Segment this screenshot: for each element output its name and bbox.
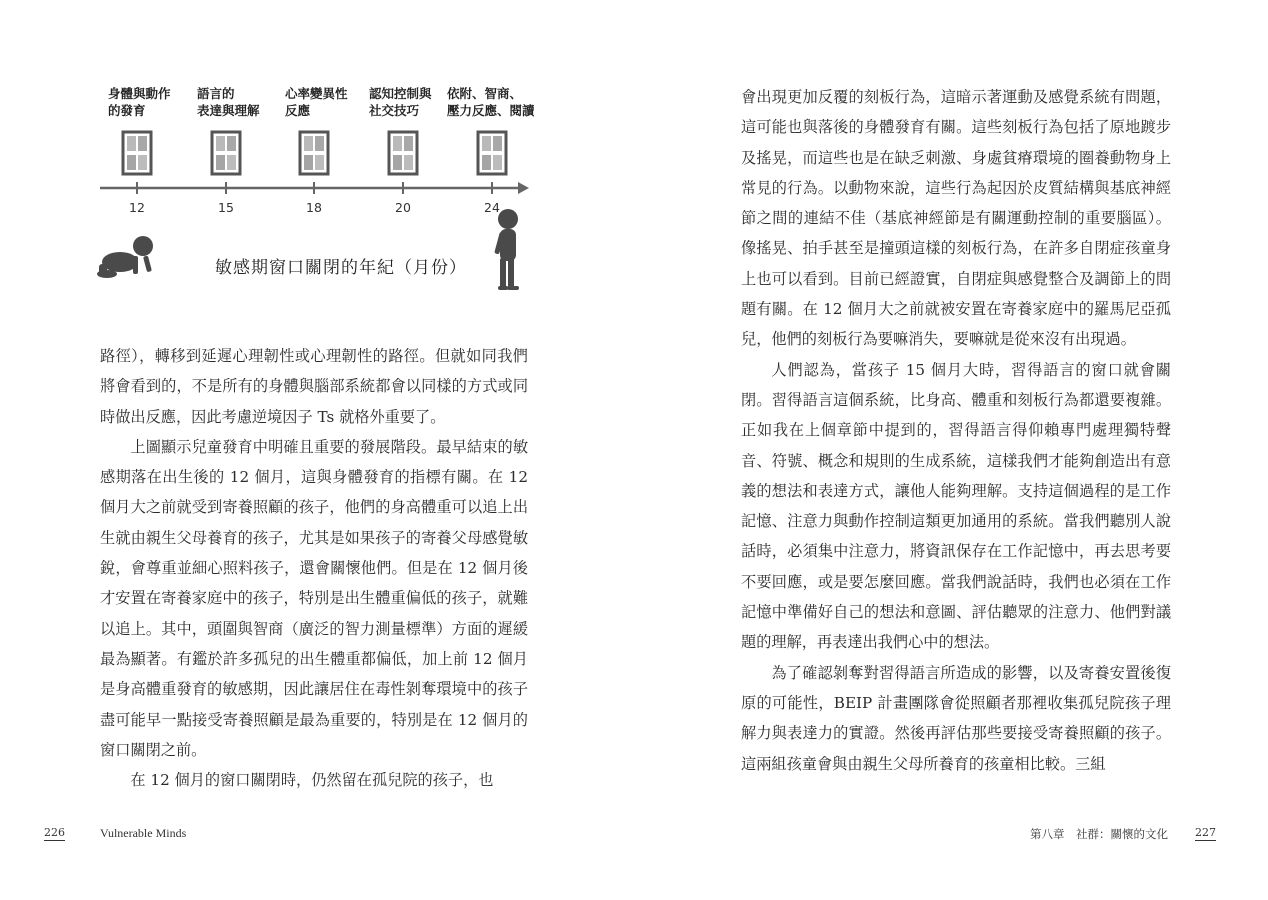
right-body-text bbox=[741, 82, 1171, 779]
stage-label-physical: 身體與動作 的發育 bbox=[108, 86, 171, 118]
paragraph: 為了確認剝奪對習得語言所造成的影響，以及寄養安置後復原的可能性，BEIP 計畫團隊會從照顧者那裡收集孤兒院孩子理解力與表達力的實證。然後再評估那些要接受寄養照顧的孩子。這兩組孩童會與由親生父母所養育的孩童相比較。三組 bbox=[741, 663, 1171, 773]
page-number-left: 226 bbox=[44, 826, 65, 839]
tick-label-12: 12 bbox=[129, 200, 145, 215]
right-page bbox=[634, 0, 1268, 900]
chapter-title: 第八章 社群：關懷的文化 bbox=[1030, 827, 1168, 841]
paragraph: 人們認為，當孩子 15 個月大時，習得語言的窗口就會關閉。習得語言這個系統，比身高、體重和刻板行為都還要複雜。正如我在上個章節中提到的，習得語言得仰賴專門處理獨特聲音、符號、概念和規則的生成系統，這樣我們才能夠創造出有意義的想法和表達方式，讓他人能夠理解。支持這個過程的是工作記憶、注意力與動作控制這類更加通用的系統。當我們聽別人說話時，必須集中注意力，將資訊保存在工作記憶中，再去思考要不要回應，或是要怎麼回應。當我們說話時，我們也必須在工作記憶中準備好自己的想法和意圖、評估聽眾的注意力、他們對議題的理解，再表達出我們心中的想法。 bbox=[741, 360, 1171, 652]
paragraph: 上圖顯示兒童發育中明確且重要的發展階段。最早結束的敏感期落在出生後的 12 個月，這與身體發育的指標有關。在 12 個月大之前就受到寄養照顧的孩子，他們的身高體重可以追上出生就由親生父母養育的孩子，尤其是如果孩子的寄養父母感覺敏銳，會尊重並細心照料孩子，還會關懷他們。但是在 12 個月後才安置在寄養家庭中的孩子，特別是出生體重偏低的孩子，就難以追上。其中，頭圍與智商（廣泛的智力測量標準）方面的遲緩最為顯著。有鑑於許多孤兒的出生體重都偏低，加上前 12 個月是身高體重發育的敏感期，因此讓居住在毒性剝奪環境中的孩子盡可能早一點接受寄養照顧是最為重要的，特別是在 12 個月的窗口關閉之前。 bbox=[100, 437, 528, 759]
stage-label-attachment: 依附、智商、 壓力反應、閱讀 bbox=[447, 86, 535, 118]
page-number-right: 227 bbox=[1195, 826, 1216, 839]
window-icon-12 bbox=[123, 132, 151, 174]
timeline-arrow-icon bbox=[518, 182, 529, 194]
paragraph: 路徑），轉移到延遲心理韌性或心理韌性的路徑。但就如同我們將會看到的，不是所有的身體與腦部系統都會以同樣的方式或同時做出反應，因此考慮逆境因子 Ts 就格外重要了。 bbox=[100, 347, 528, 426]
window-icon-24 bbox=[478, 132, 506, 174]
window-icon-20 bbox=[389, 132, 417, 174]
tick-label-20: 20 bbox=[395, 200, 411, 215]
crawling-baby-icon bbox=[97, 236, 153, 278]
tick-label-15: 15 bbox=[218, 200, 234, 215]
window-icon-15 bbox=[212, 132, 240, 174]
left-body-text bbox=[100, 341, 528, 795]
tick-label-18: 18 bbox=[306, 200, 322, 215]
paragraph: 在 12 個月的窗口關閉時，仍然留在孤兒院的孩子，也 bbox=[130, 771, 494, 790]
sensitive-period-figure bbox=[95, 80, 535, 300]
running-title: Vulnerable Minds bbox=[100, 826, 187, 840]
stage-label-language: 語言的 表達與理解 bbox=[197, 86, 260, 118]
stage-label-heart-rate: 心率變異性 反應 bbox=[285, 86, 348, 118]
tick-label-24: 24 bbox=[484, 200, 500, 215]
paragraph: 會出現更加反覆的刻板行為，這暗示著運動及感覺系統有問題，這可能也與落後的身體發育有關。這些刻板行為包括了原地踱步及搖晃，而這些也是在缺乏刺激、身處貧瘠環境的圈養動物身上常見的行為。以動物來說，這些行為起因於皮質結構與基底神經節之間的連結不佳（基底神經節是有關運動控制的重要腦區）。像搖晃、拍手甚至是撞頭這樣的刻板行為，在許多自閉症孩童身上也可以看到。目前已經證實，自閉症與感覺整合及調節上的問題有關。在 12 個月大之前就被安置在寄養家庭中的羅馬尼亞孤兒，他們的刻板行為要嘛消失，要嘛就是從來沒有出現過。 bbox=[741, 88, 1171, 349]
stage-label-cognitive: 認知控制與 社交技巧 bbox=[369, 86, 432, 118]
figure-caption: 敏感期窗口關閉的年紀（月份） bbox=[215, 258, 467, 278]
window-icon-18 bbox=[300, 132, 328, 174]
